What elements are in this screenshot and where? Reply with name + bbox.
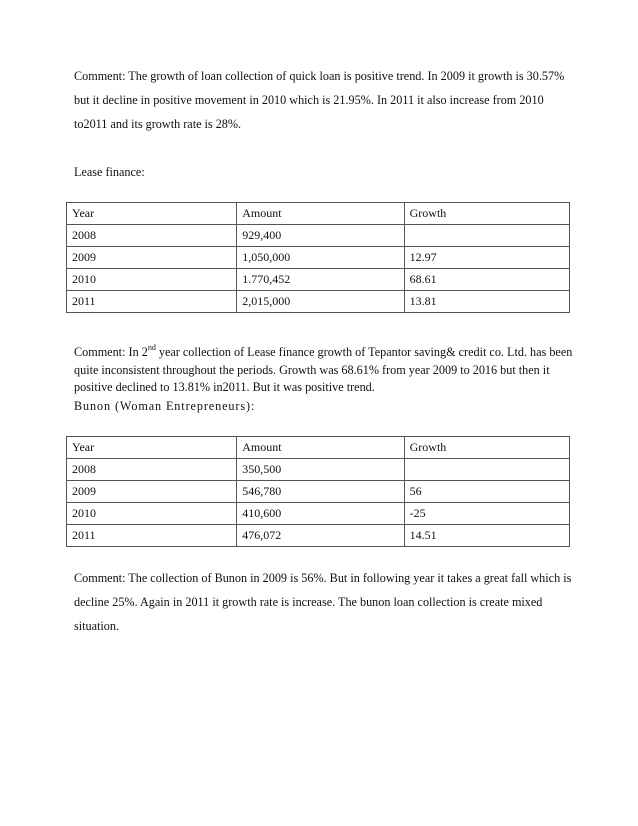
column-header-growth: Growth [404, 203, 569, 225]
cell-amount: 1.770,452 [237, 269, 404, 291]
table-row [67, 269, 570, 291]
cell-year: 2011 [67, 525, 237, 547]
cell-amount: 410,600 [237, 503, 404, 525]
cell-growth: 13.81 [404, 291, 569, 313]
cell-growth [404, 459, 569, 481]
bunon-table [66, 436, 570, 547]
table-row [67, 525, 570, 547]
cell-year: 2010 [67, 503, 237, 525]
cell-year: 2008 [67, 225, 237, 247]
cell-growth: 12.97 [404, 247, 569, 269]
ordinal-suffix: nd [147, 342, 156, 352]
table-row [67, 225, 570, 247]
comment-rest: year collection of Lease finance growth of Tepantor saving& credit co. Ltd. has been quite inconsistent throughout the periods. Growth was 68.61% from year 2009 to 2016 but then it positive declined to 13.81% in2011. But it was positive trend. [74, 345, 573, 394]
table-row [67, 247, 570, 269]
lease-finance-heading: Lease finance: [74, 165, 145, 179]
cell-year: 2010 [67, 269, 237, 291]
table-row [67, 291, 570, 313]
cell-amount: 476,072 [237, 525, 404, 547]
table-header-row [67, 203, 570, 225]
column-header-growth: Growth [404, 437, 569, 459]
table-row [67, 481, 570, 503]
cell-year: 2009 [67, 247, 237, 269]
bunon-heading: Bunon (Woman Entrepreneurs): [74, 399, 256, 413]
cell-year: 2009 [67, 481, 237, 503]
table-row [67, 459, 570, 481]
table-header-row [67, 437, 570, 459]
column-header-year: Year [67, 437, 237, 459]
cell-amount: 350,500 [237, 459, 404, 481]
cell-growth: 14.51 [404, 525, 569, 547]
comment-prefix: Comment: In 2 [74, 345, 148, 359]
quick-loan-comment: Comment: The growth of loan collection of quick loan is positive trend. In 2009 it growth is 30.57% but it decline in positive movement in 2010 which is 21.95%. In 2011 it also increase from 2010 to2011 and its growth rate is 28%. [74, 69, 565, 131]
cell-growth: 68.61 [404, 269, 569, 291]
cell-amount: 1,050,000 [237, 247, 404, 269]
column-header-amount: Amount [237, 437, 404, 459]
cell-growth: -25 [404, 503, 569, 525]
column-header-year: Year [67, 203, 237, 225]
bunon-comment: Comment: The collection of Bunon in 2009 is 56%. But in following year it takes a great fall which is decline 25%. Again in 2011 it growth rate is increase. The bunon loan collection is create mixed situation. [74, 571, 572, 633]
cell-year: 2011 [67, 291, 237, 313]
table-row [67, 503, 570, 525]
cell-amount: 2,015,000 [237, 291, 404, 313]
lease-finance-comment [74, 344, 574, 397]
cell-growth: 56 [404, 481, 569, 503]
cell-growth [404, 225, 569, 247]
column-header-amount: Amount [237, 203, 404, 225]
cell-amount: 546,780 [237, 481, 404, 503]
cell-year: 2008 [67, 459, 237, 481]
cell-amount: 929,400 [237, 225, 404, 247]
lease-finance-table [66, 202, 570, 313]
